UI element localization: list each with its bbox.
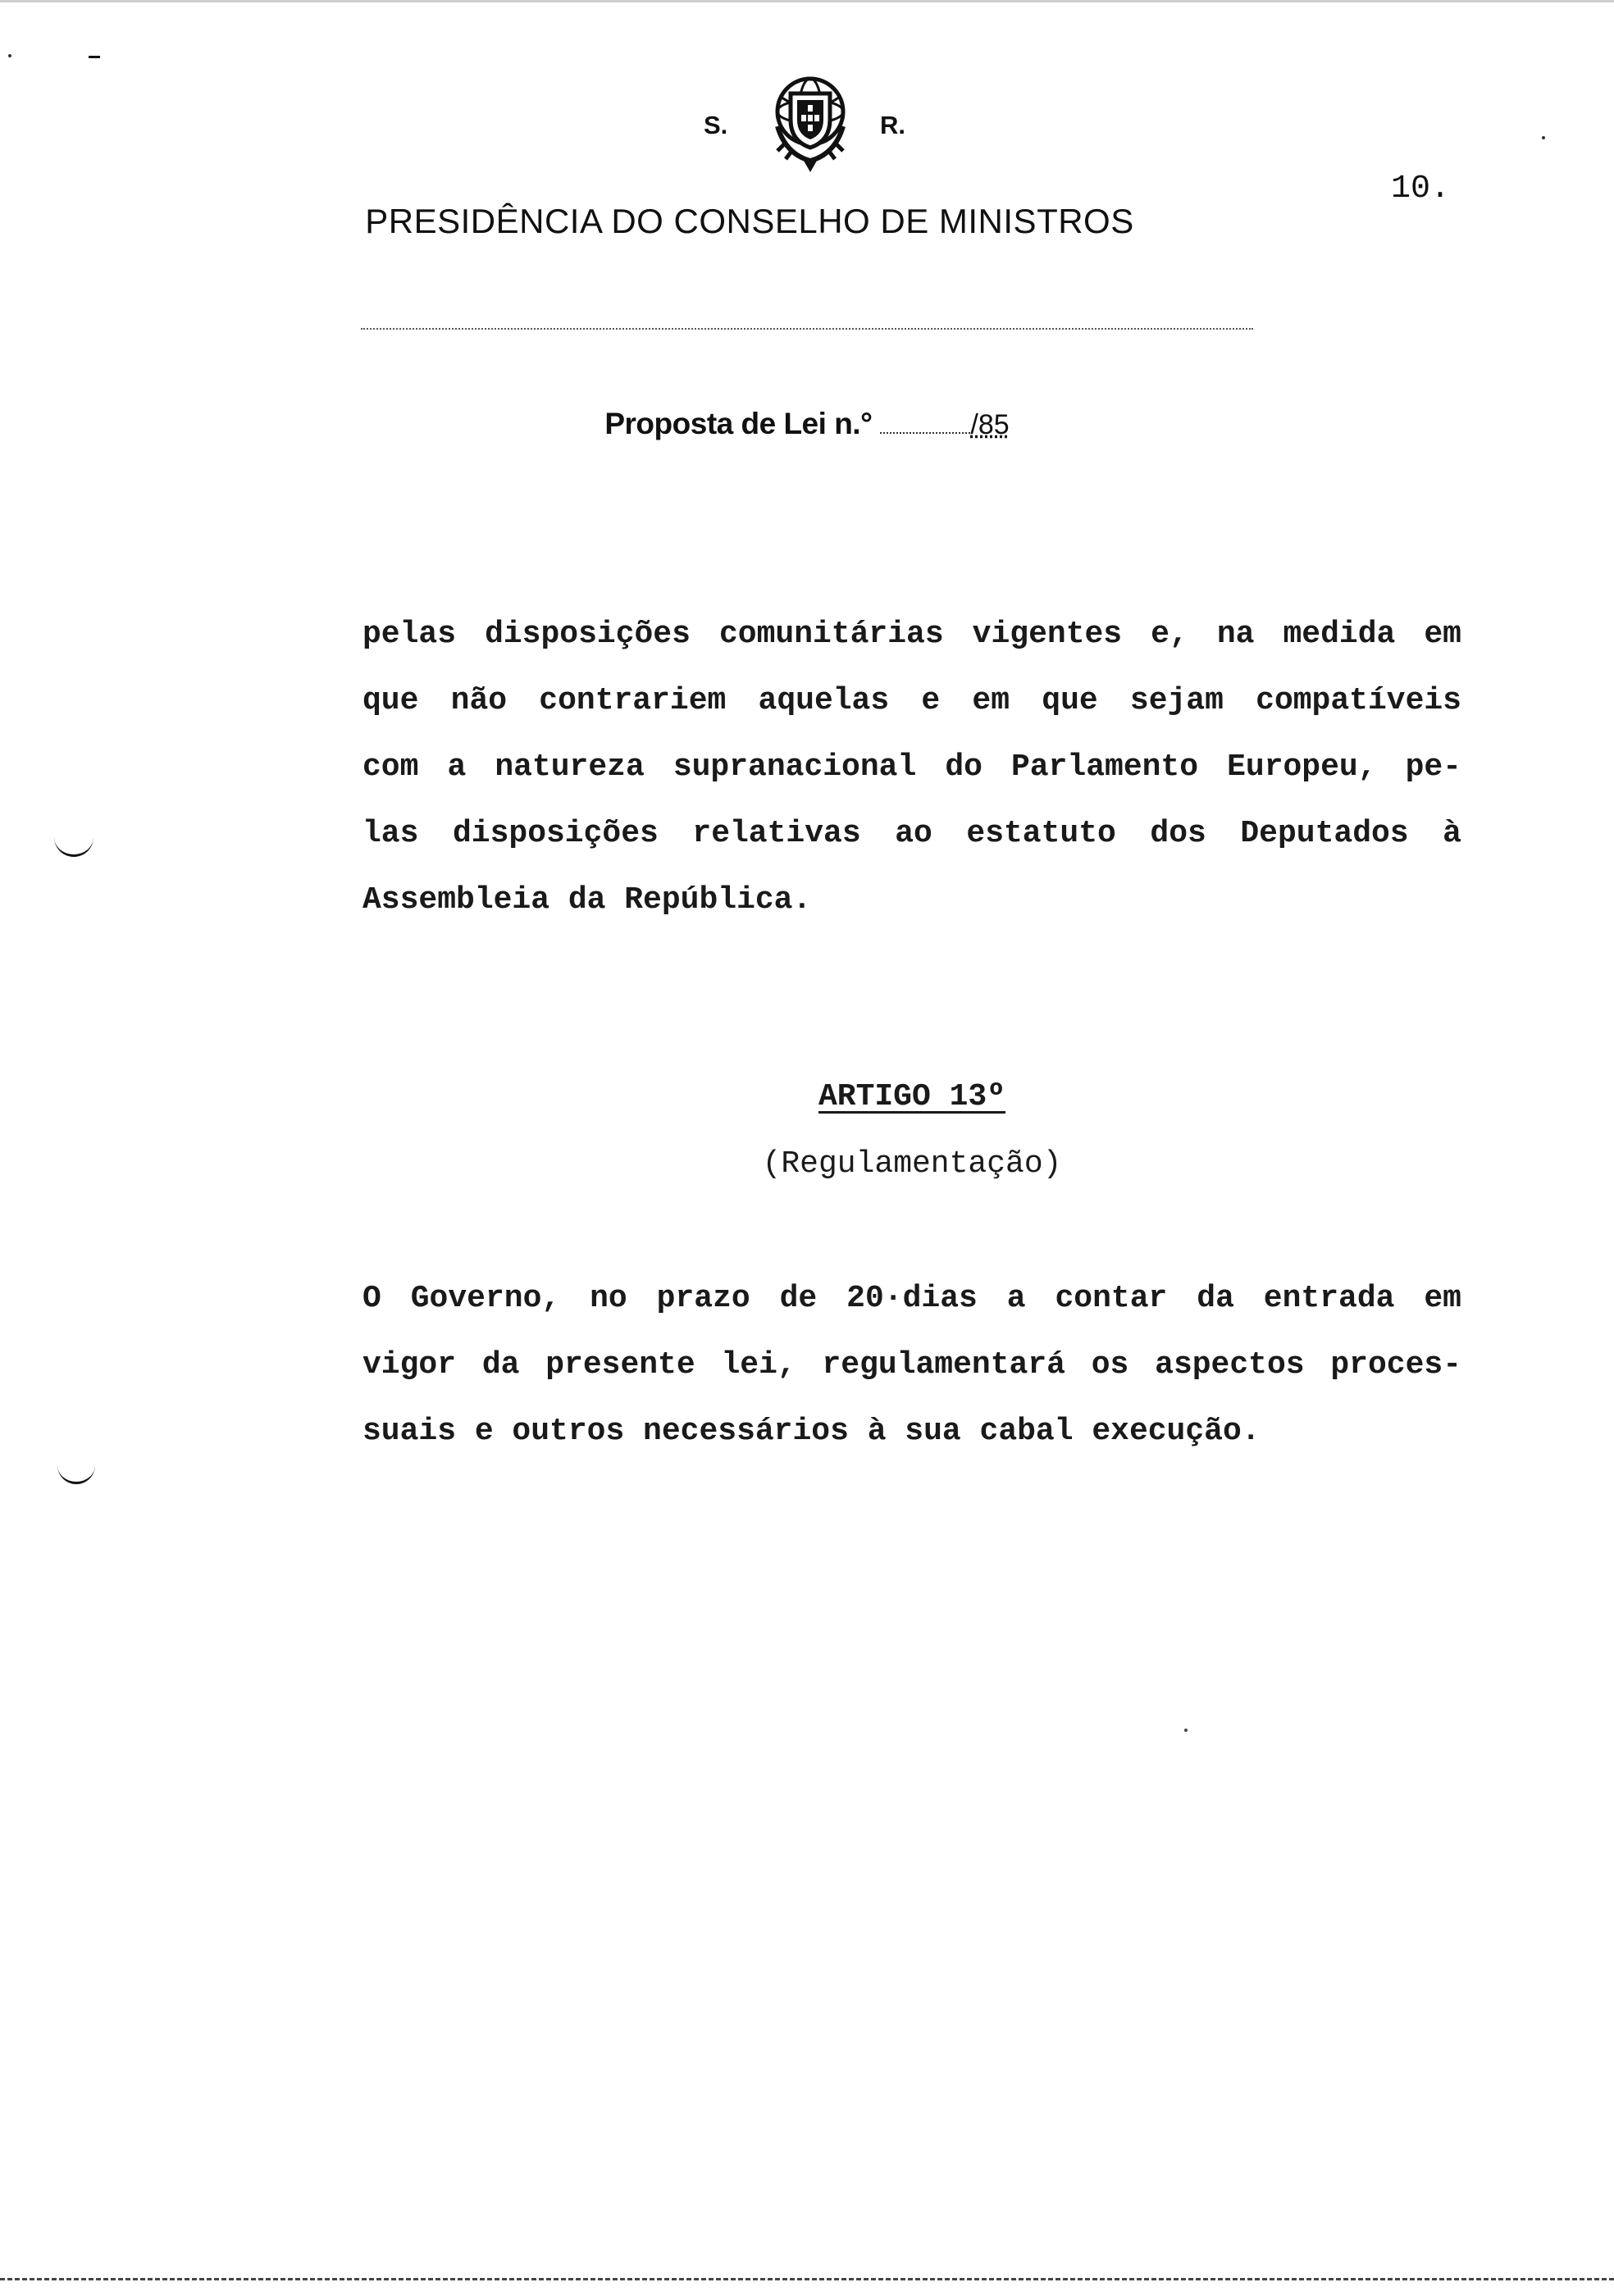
- page-number: 10.: [1391, 171, 1451, 207]
- seal-letter-s: S.: [704, 111, 728, 139]
- proposal-number: /85: [970, 409, 1010, 440]
- scan-mark: [8, 54, 11, 57]
- scan-bottom-edge: [0, 2278, 1614, 2280]
- seal-letter-r: R.: [880, 111, 905, 139]
- text-line: pelas disposições comunitárias vigentes e, na medida em: [362, 617, 1461, 652]
- header-dotted-rule: [361, 328, 1253, 330]
- text-line: que não contrariem aquelas e em que sejam compatíveis: [362, 683, 1461, 718]
- article-title: [362, 1079, 1461, 1114]
- article-subtitle: (Regulamentação): [762, 1146, 1062, 1182]
- text-line: com a natureza supranacional do Parlamento Europeu, pe-: [362, 749, 1461, 785]
- punch-hole-mark: [54, 836, 93, 857]
- text-line: las disposições relativas ao estatuto dos Deputados à: [362, 816, 1461, 851]
- proposal-dotted-fill: [880, 432, 970, 434]
- punch-hole-mark: [57, 1464, 95, 1484]
- text-line: vigor da presente lei, regulamentará os aspectos proces-: [362, 1347, 1461, 1383]
- coat-of-arms-icon: [761, 69, 859, 175]
- article-title-text: ARTIGO 13º: [818, 1079, 1006, 1114]
- scan-mark: [89, 56, 100, 58]
- text-line: O Governo, no prazo de 20·dias a contar da entrada em: [362, 1281, 1461, 1316]
- scan-mark: [1542, 136, 1545, 139]
- scan-mark: [1184, 1729, 1188, 1732]
- proposal-label: Proposta de Lei n.°: [604, 407, 873, 440]
- scan-top-edge: [0, 0, 1614, 2]
- text-line: suais e outros necessários à sua cabal execução.: [362, 1414, 1261, 1449]
- office-heading: PRESIDÊNCIA DO CONSELHO DE MINISTROS: [365, 202, 1134, 240]
- text-line: Assembleia da República.: [362, 882, 812, 918]
- proposal-line: [361, 407, 1253, 441]
